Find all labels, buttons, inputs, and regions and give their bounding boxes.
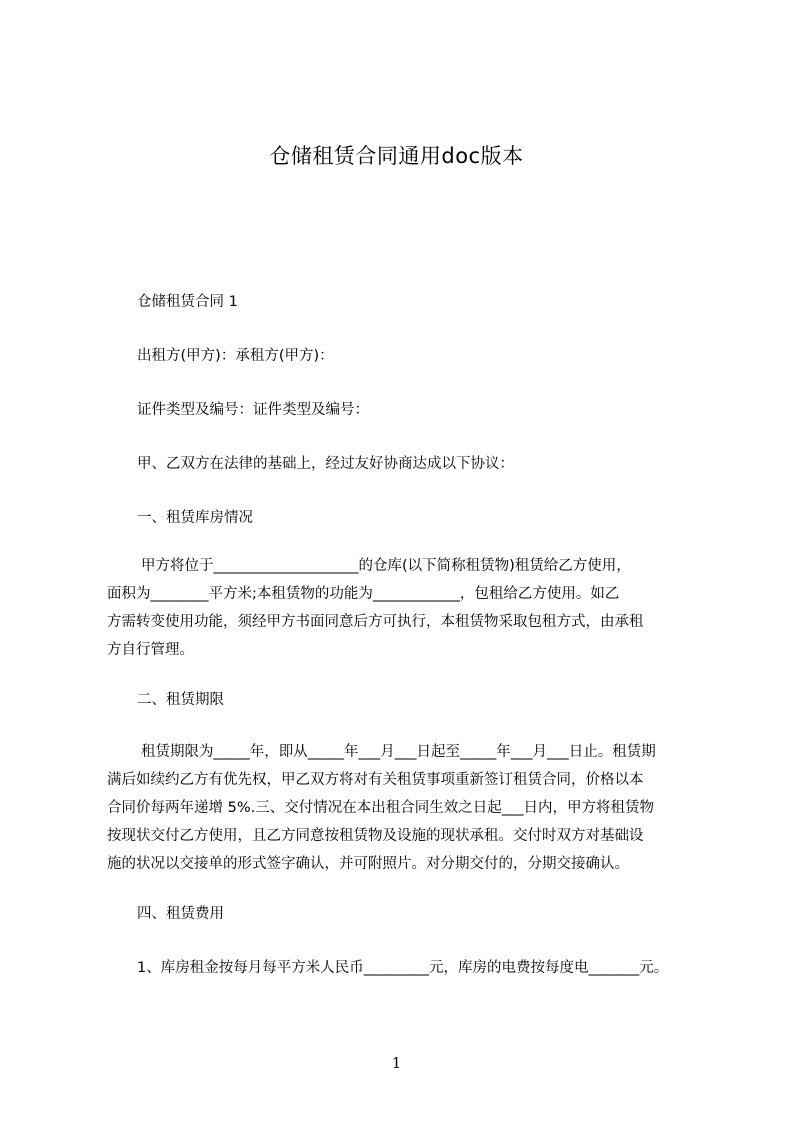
text-line: 1、库房租金按每月每平方米人民币_________元，库房的电费按每度电_______元。	[137, 960, 669, 976]
section-heading-fees	[107, 902, 717, 926]
text-line: 证件类型及编号：证件类型及编号：	[137, 402, 369, 418]
text-line: 施的状况以交接单的形式签字确认，并可附照片。对分期交付的，分期交接确认。	[107, 856, 629, 872]
paragraph-rent	[107, 956, 717, 980]
text-line: 甲、乙双方在法律的基础上，经过友好协商达成以下协议：	[137, 456, 514, 472]
paragraph-agreement-intro	[107, 452, 717, 476]
section-heading-term	[107, 688, 717, 712]
paragraph-parties	[107, 344, 717, 368]
text-line: 出租方(甲方)：承租方(甲方)：	[137, 348, 334, 364]
document-title: 仓储租赁合同通用doc版本	[269, 144, 524, 168]
section-heading: 四、租赁费用	[137, 906, 224, 922]
text-line: 仓储租赁合同 1	[137, 294, 238, 310]
text-line: 按现状交付乙方使用，且乙方同意按租赁物及设施的现状承租。交付时双方对基础设	[107, 828, 644, 844]
text-line: 面积为________平方米;本租赁物的功能为____________，包租给乙方使用。如乙	[107, 586, 620, 602]
text-line: 方自行管理。	[107, 642, 194, 658]
paragraph-lease-term	[107, 740, 717, 876]
text-line: 满后如续约乙方有优先权，甲乙双方将对有关租赁事项重新签订租赁合同，价格以本	[107, 772, 644, 788]
text-line: 甲方将位于____________________的仓库(以下简称租赁物)租赁给乙方使用，	[141, 558, 631, 574]
section-heading: 二、租赁期限	[137, 692, 224, 708]
paragraph-warehouse-details	[107, 554, 717, 662]
paragraph-id-type	[107, 398, 717, 422]
paragraph-contract-number	[107, 290, 717, 314]
section-heading: 一、租赁库房情况	[137, 510, 253, 526]
page-number: 1	[391, 1054, 402, 1072]
text-line: 方需转变使用功能，须经甲方书面同意后方可执行，本租赁物采取包租方式，由承租	[107, 614, 644, 630]
text-line: 合同价每两年递增 5%.三、交付情况在本出租合同生效之日起___日内，甲方将租赁物	[107, 800, 654, 816]
text-line: 租赁期限为_____年，即从_____年___月___日起至_____年___月___日止。租赁期	[141, 744, 656, 760]
section-heading-warehouse	[107, 506, 717, 530]
